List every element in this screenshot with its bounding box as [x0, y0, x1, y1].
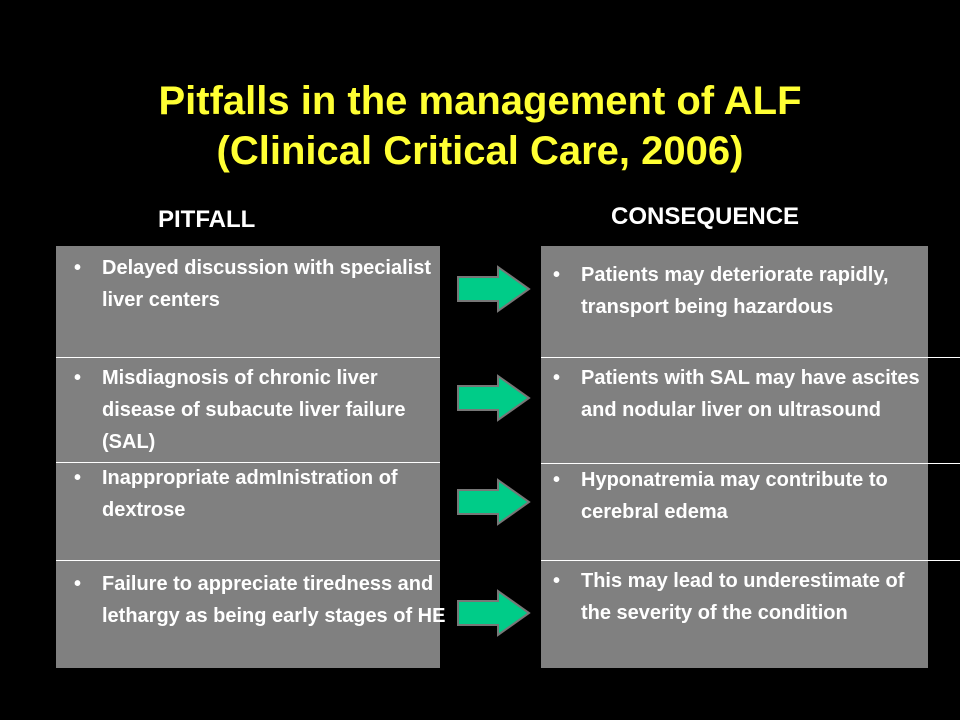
bullet: • — [553, 570, 561, 592]
pitfall-text: Misdiagnosis of chronic liver disease of subacute liver failure (SAL) — [102, 367, 406, 453]
consequence-item — [535, 565, 935, 629]
pitfall-item — [56, 462, 446, 526]
pitfall-text: Failure to appreciate tiredness and lethargy as being early stages of HE — [102, 573, 446, 627]
pitfall-item — [56, 252, 446, 316]
consequence-item — [535, 464, 935, 528]
right-arrow-icon — [456, 374, 532, 422]
right-arrow-icon — [456, 589, 532, 637]
pitfall-text: Inappropriate admInistration of dextrose — [102, 467, 398, 521]
bullet: • — [74, 367, 82, 389]
bullet: • — [74, 467, 82, 489]
consequence-text: Hyponatremia may contribute to cerebral edema — [581, 469, 888, 523]
bullet: • — [74, 573, 82, 595]
bullet: • — [553, 367, 561, 389]
bullet: • — [553, 469, 561, 491]
pitfall-header: PITFALL — [158, 206, 256, 233]
consequence-text: This may lead to underestimate of the severity of the condition — [581, 570, 905, 624]
consequence-header: CONSEQUENCE — [611, 203, 800, 230]
right-arrow-icon — [456, 478, 532, 526]
consequence-divider — [541, 357, 960, 358]
consequence-text: Patients may deteriorate rapidly, transport being hazardous — [581, 264, 889, 318]
consequence-item — [535, 362, 935, 426]
bullet: • — [553, 264, 561, 286]
right-arrow-icon — [456, 265, 532, 313]
consequence-item — [535, 259, 935, 323]
consequence-text: Patients with SAL may have ascites and nodular liver on ultrasound — [581, 367, 920, 421]
pitfall-text: Delayed discussion with specialist liver centers — [102, 257, 432, 311]
consequence-divider — [541, 560, 960, 561]
pitfall-divider — [56, 560, 440, 561]
bullet: • — [74, 257, 82, 279]
title-line-2: (Clinical Critical Care, 2006) — [216, 129, 744, 173]
pitfall-divider — [56, 357, 440, 358]
pitfall-item — [56, 362, 446, 458]
slide-title — [0, 76, 960, 176]
title-line-1: Pitfalls in the management of ALF — [158, 79, 802, 123]
pitfall-item — [56, 568, 446, 632]
